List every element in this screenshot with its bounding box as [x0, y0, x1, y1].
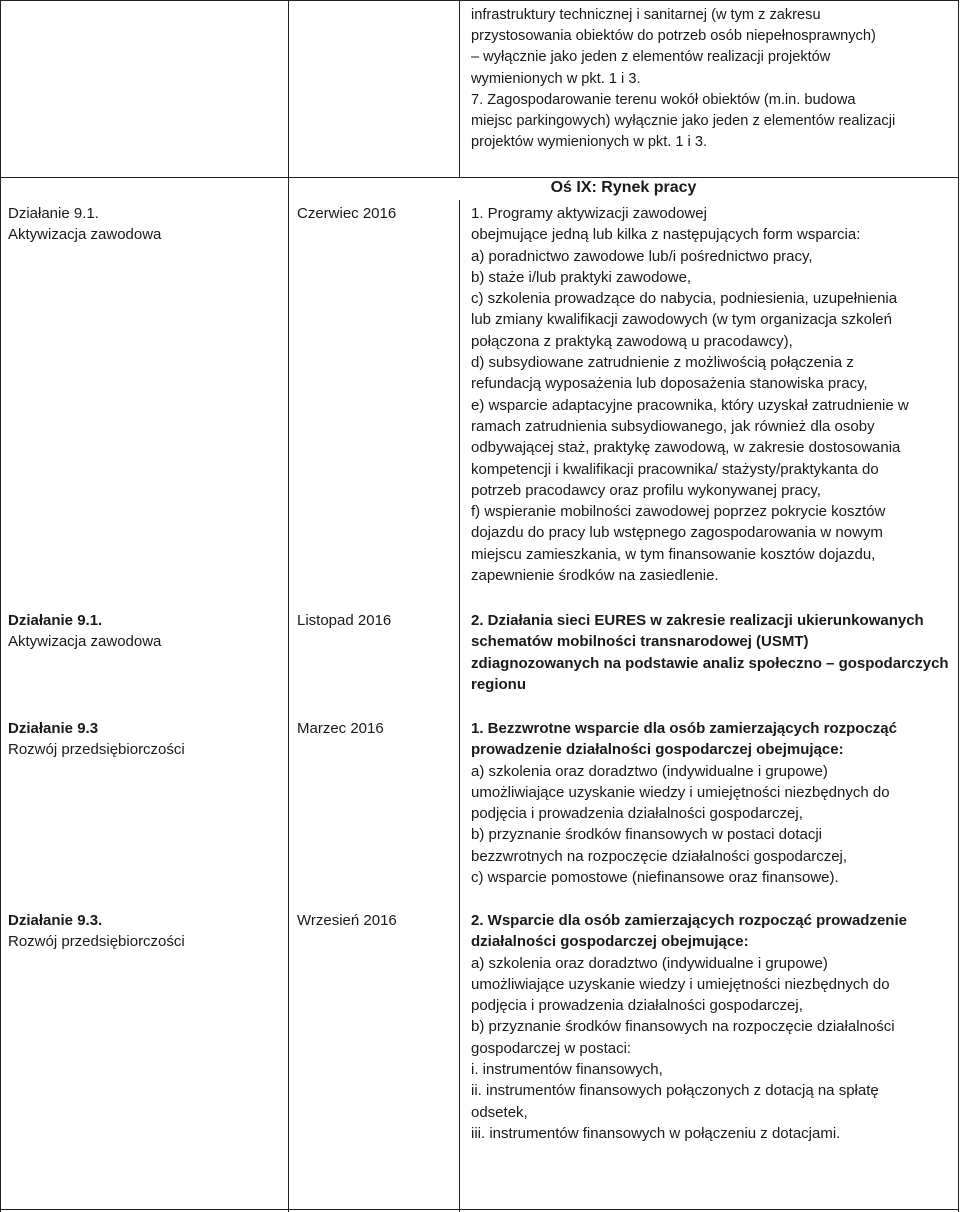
description-intro: 2. Wsparcie dla osób zamierzających rozpocząć prowadzenie działalności gospodarczej obejmujące:: [471, 912, 907, 951]
action-title: Działanie 9.1.: [8, 205, 99, 222]
description-cell: [471, 718, 955, 888]
action-subtitle: Rozwój przedsiębiorczości: [8, 933, 185, 951]
date-cell: Czerwiec 2016: [297, 205, 397, 222]
description-intro: 1. Bezzwrotne wsparcie dla osób zamierzających rozpocząć prowadzenie działalności gospodarczej obejmujące:: [471, 720, 897, 759]
date-cell: Wrzesień 2016: [297, 912, 397, 929]
description-cell: [471, 910, 955, 1144]
action-cell: [8, 610, 284, 653]
description-intro: 1. Programy aktywizacji zawodowej obejmujące jedną lub kilka z następujących form wsparcia:: [471, 205, 861, 244]
description-details: a) poradnictwo zawodowe lub/i pośrednictwo pracy, b) staże i/lub praktyki zawodowe, c) szkolenia prowadzące do nabycia, podniesienia, uzupełnienia lub zmiany kwalifikacji zawodowych (w tym organizacja szkoleń połączona z praktyką zawodową u pracodawcy), d) subsydiowane zatrudnienie z możliwością połączenia z refundacją wyposażenia lub doposażenia stanowiska pracy, e) wsparcie adaptacyjne pracownika, który uzyskał zatrudnienie w ramach zatrudnienia subsydiowanego, jak również dla osoby odbywającej staż, praktykę zawodową, w zakresie dostosowania kompetencji i kwalifikacji pracownika/ stażysty/praktykanta do potrzeb pracodawcy oraz profilu wykonywanej pracy, f) wspieranie mobilności zawodowej poprzez pokrycie kosztów dojazdu do pracy lub wstępnego zagospodarowania w nowym miejscu zamieszkania, w tym finansowanie kosztów dojazdu, zapewnienie środków na zasiedlenie.: [471, 247, 909, 585]
description-intro: 2. Działania sieci EURES w zakresie realizacji ukierunkowanych schematów mobilności transnarodowej (USMT) zdiagnozowanych na podstawie analiz społeczno – gospodarczych regionu: [471, 612, 949, 693]
table-divider-2-top: [459, 0, 460, 177]
description-cell: [471, 610, 955, 695]
action-title: Działanie 9.3.: [8, 912, 103, 929]
action-subtitle: Rozwój przedsiębiorczości: [8, 741, 185, 759]
table-border-bottom: [0, 1209, 959, 1210]
description-details: a) szkolenia oraz doradztwo (indywidualne i grupowe) umożliwiające uzyskanie wiedzy i umiejętności niezbędnych do podjęcia i prowadzenia działalności gospodarczej, b) przyznanie środków finansowych na rozpoczęcie działalności gospodarczej w postaci: i. instrumentów finansowych, ii. instrumentów finansowych połączonych z dotacją na spłatę odsetek, iii. instrumentów finansowych w połączeniu z dotacjami.: [471, 954, 895, 1142]
action-subtitle: Aktywizacja zawodowa: [8, 633, 162, 651]
action-cell: [8, 910, 284, 953]
action-cell: [8, 203, 284, 246]
action-title: Działanie 9.3: [8, 720, 99, 737]
action-title: Działanie 9.1.: [8, 612, 103, 629]
action-subtitle: Aktywizacja zawodowa: [8, 226, 162, 244]
description-details: a) szkolenia oraz doradztwo (indywidualne i grupowe) umożliwiające uzyskanie wiedzy i umiejętności niezbędnych do podjęcia i prowadzenia działalności gospodarczej, b) przyznanie środków finansowych w postaci dotacji bezzwrotnych na rozpoczęcie działalności gospodarczej, c) wsparcie pomostowe (niefinansowe oraz finansowe).: [471, 762, 890, 887]
table-border-top: [0, 0, 959, 1]
date-cell: Marzec 2016: [297, 720, 384, 737]
continuation-text: infrastruktury technicznej i sanitarnej (w tym z zakresu przystosowania obiektów do potrzeb osób niepełnosprawnych) – wyłącznie jako jeden z elementów realizacji projektów wymienionych w pkt. 1 i 3. 7. Zagospodarowanie terenu wokół obiektów (m.in. budowa miejsc parkingowych) wyłącznie jako jeden z elementów realizacji projektów wymienionych w pkt. 1 i 3.: [471, 7, 896, 151]
date-cell: Listopad 2016: [297, 612, 392, 629]
table-divider-2: [459, 200, 460, 1212]
action-cell: [8, 718, 284, 761]
table-border-left: [0, 0, 1, 1212]
description-cell: [471, 203, 955, 586]
axis-title: Oś IX: Rynek pracy: [550, 179, 697, 196]
